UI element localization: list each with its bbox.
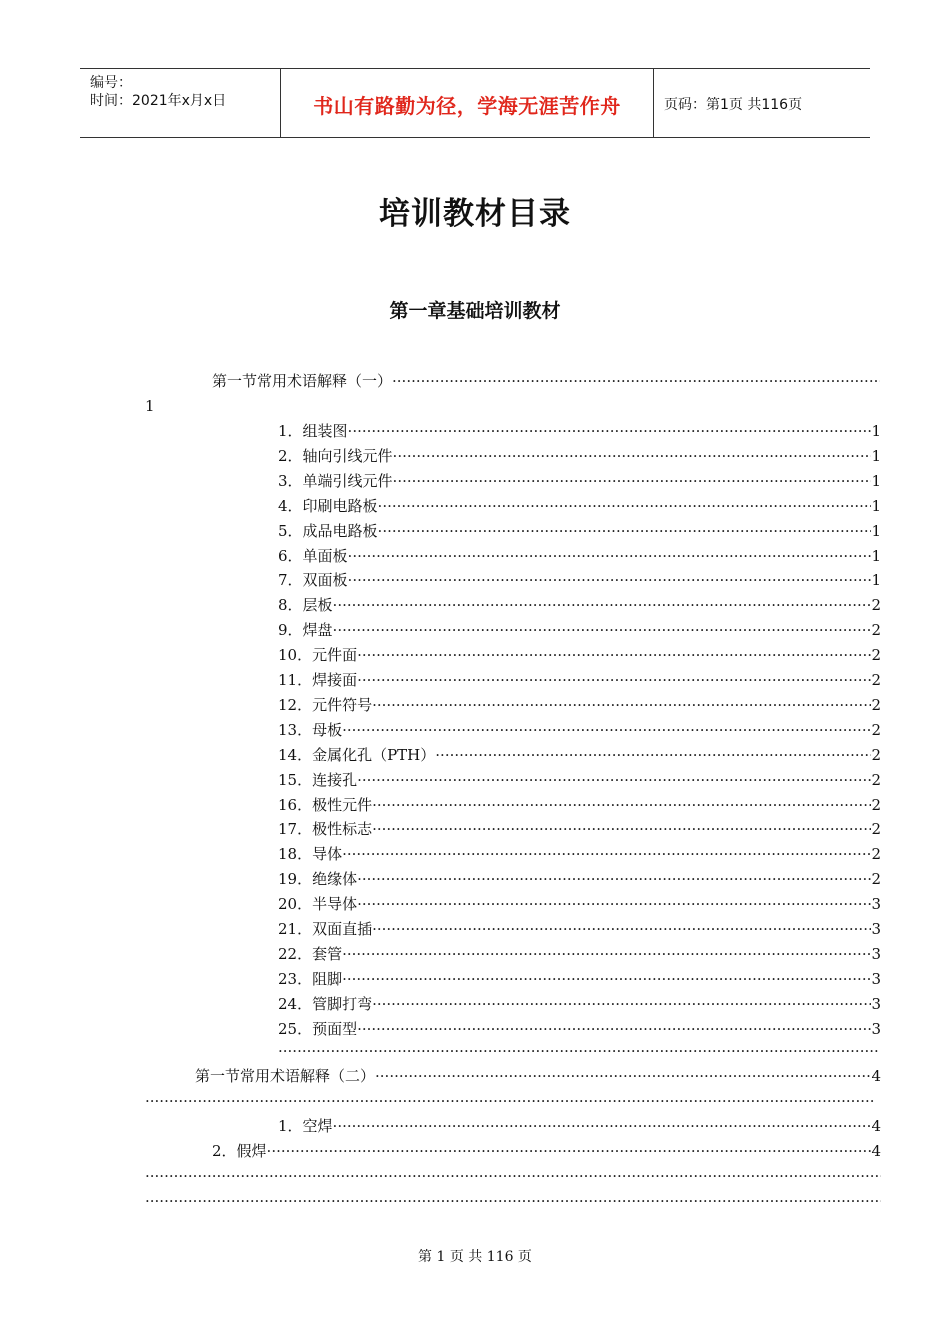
toc-item[interactable]: [278, 495, 881, 517]
toc-item[interactable]: [278, 843, 881, 865]
toc-page-number: 3: [871, 944, 881, 963]
toc-page-number: 2: [871, 845, 881, 864]
toc-page-number: 3: [871, 994, 881, 1013]
toc-item-label: 24．管脚打弯: [278, 994, 373, 1013]
toc-leader-dots: [342, 943, 871, 965]
page-footer: 第 1 页 共 116 页: [418, 1249, 532, 1265]
toc-item-label: 1．空焊: [278, 1117, 333, 1135]
toc-item[interactable]: [212, 1140, 881, 1162]
toc-leader-dots: [372, 694, 871, 716]
toc-item-label: 9．焊盘: [278, 621, 333, 640]
toc-page-number: 1: [871, 571, 881, 590]
toc-leader-dots: [392, 370, 880, 392]
toc-page-number: 2: [871, 671, 881, 689]
toc-page-number: 4: [871, 1142, 881, 1160]
toc-page-number: 1: [871, 422, 881, 440]
toc-page-number: 2: [871, 770, 881, 789]
toc-item[interactable]: [278, 794, 881, 816]
toc-leader-dots: [375, 1065, 871, 1087]
toc-leader-dots: [378, 495, 872, 517]
toc-item-label: 6．单面板: [278, 546, 348, 565]
toc-page-number: 2: [871, 870, 881, 889]
toc-item-label: 4．印刷电路板: [278, 496, 378, 515]
toc-leader-dots: [378, 520, 872, 542]
toc-leader-dots: [348, 569, 872, 591]
toc-section-1[interactable]: [212, 370, 880, 392]
toc-item[interactable]: [278, 1018, 881, 1040]
toc-item[interactable]: [278, 569, 881, 591]
toc-page-number: 3: [871, 969, 881, 988]
toc-item[interactable]: [278, 669, 881, 691]
toc-page-number: 1: [871, 521, 881, 540]
toc-leader-dots: [357, 669, 871, 691]
toc-leader-dots: [333, 619, 872, 641]
toc-leader-dots: [372, 993, 871, 1015]
toc-item[interactable]: [278, 694, 881, 716]
toc-item[interactable]: [278, 594, 881, 616]
toc-page-number: 4: [871, 1067, 881, 1085]
toc-page-number: 2: [871, 621, 881, 640]
toc-leader-dots: [333, 1115, 872, 1137]
toc-leader-dots: [145, 1165, 881, 1187]
toc-item[interactable]: [278, 1115, 881, 1137]
toc-leader-dots: [372, 818, 871, 840]
toc-section-label: 第一节常用术语解释（二）: [195, 1067, 376, 1085]
toc-page-number: 1: [871, 446, 881, 465]
toc-leader-dots: [348, 420, 872, 442]
header-table: [80, 68, 870, 138]
toc-leader-dots: [357, 893, 871, 915]
toc-item-label: 11．焊接面: [278, 671, 358, 689]
toc-item[interactable]: [278, 719, 881, 741]
toc-page-number: 1: [871, 471, 881, 490]
page-title: 培训教材目录: [379, 196, 571, 232]
toc-leader-dots: [145, 1090, 875, 1112]
toc-item-label: 13．母板: [278, 720, 343, 739]
toc-item-label: 8．层板: [278, 596, 333, 615]
motto: 书山有路勤为径，学海无涯苦作舟: [313, 94, 621, 118]
toc-page-number: 1: [871, 546, 881, 565]
toc-page-number: 2: [871, 745, 881, 764]
toc-item-label: 18．导体: [278, 845, 343, 864]
toc-section-2[interactable]: [195, 1065, 881, 1087]
toc-item-label: 2．轴向引线元件: [278, 446, 393, 465]
toc-leader-dots: [342, 968, 871, 990]
toc-item-label: 23．阻脚: [278, 969, 343, 988]
toc-section-label: 第一节常用术语解释（一）: [212, 372, 393, 390]
toc-item-label: 22．套管: [278, 944, 343, 963]
toc-item[interactable]: [278, 470, 881, 492]
toc-leader-dots: [393, 445, 872, 467]
toc-leader-dots: [393, 470, 872, 492]
header-info-cell: [80, 69, 281, 137]
toc-item[interactable]: [278, 893, 881, 915]
toc-section-page: 1: [145, 397, 155, 415]
toc-leader-dots: [348, 545, 872, 567]
toc-page-number: 2: [871, 795, 881, 814]
toc-item-label: 7．双面板: [278, 571, 348, 590]
toc-leader-dots: [357, 644, 871, 666]
toc-item-label: 16．极性元件: [278, 795, 373, 814]
toc-item-label: 2．假焊: [212, 1142, 267, 1160]
header-motto-cell: [281, 69, 654, 137]
toc-page-number: 2: [871, 820, 881, 839]
toc-page-number: 2: [871, 695, 881, 714]
toc-page-number: 3: [871, 920, 881, 938]
toc-item-label: 20．半导体: [278, 895, 358, 914]
toc-item-label: 12．元件符号: [278, 695, 373, 714]
toc-leader-dots: [372, 794, 871, 816]
time-label: 时间：2021年x月x日: [90, 93, 227, 109]
toc-page-number: 4: [871, 1117, 881, 1135]
toc-page-number: 3: [871, 1019, 881, 1038]
toc-leader-dots: [278, 1040, 880, 1062]
toc-item[interactable]: [278, 644, 881, 666]
chapter-heading: 第一章基础培训教材: [389, 300, 561, 322]
toc-item[interactable]: [278, 968, 881, 990]
page-info: 页码：第1页 共116页: [664, 97, 803, 113]
toc-item-label: 15．连接孔: [278, 770, 358, 789]
toc-leader-dots: [435, 744, 871, 766]
toc-item-label: 5．成品电路板: [278, 521, 378, 540]
toc-item[interactable]: [278, 868, 881, 890]
toc-item[interactable]: [278, 993, 881, 1015]
number-label: 编号：: [90, 75, 132, 91]
toc-leader-dots: [357, 1018, 871, 1040]
header-page-cell: [654, 69, 870, 137]
toc-page-number: 2: [871, 720, 881, 739]
toc-item[interactable]: [278, 545, 881, 567]
toc-leader-dots: [357, 769, 871, 791]
toc-item-label: 3．单端引线元件: [278, 471, 393, 490]
toc-item-label: 10．元件面: [278, 646, 358, 665]
toc-leader-dots: [145, 1190, 881, 1212]
toc-item-label: 14．金属化孔（PTH）: [278, 745, 436, 764]
toc-page-number: 1: [871, 496, 881, 515]
toc-item[interactable]: [278, 918, 881, 940]
toc-page-number: 2: [871, 646, 881, 665]
toc-leader-dots: [267, 1140, 872, 1162]
toc-item-label: 19．绝缘体: [278, 870, 358, 889]
toc-page-number: 2: [871, 596, 881, 615]
toc-item[interactable]: [278, 520, 881, 542]
toc-leader-dots: [342, 843, 871, 865]
toc-leader-dots: [372, 918, 871, 940]
toc-item-label: 21．双面直插: [278, 920, 373, 938]
toc-page-number: 3: [871, 895, 881, 914]
toc-leader-dots: [333, 594, 872, 616]
toc-item[interactable]: [278, 619, 881, 641]
toc-item[interactable]: [278, 744, 881, 766]
toc-item[interactable]: [278, 420, 881, 442]
toc-item-label: 25．预面型: [278, 1019, 358, 1038]
toc-item[interactable]: [278, 818, 881, 840]
toc-item[interactable]: [278, 769, 881, 791]
toc-leader-dots: [342, 719, 871, 741]
toc-leader-dots: [357, 868, 871, 890]
toc-item[interactable]: [278, 943, 881, 965]
toc-item[interactable]: [278, 445, 881, 467]
toc-item-label: 17．极性标志: [278, 820, 373, 839]
toc-item-label: 1．组装图: [278, 422, 348, 440]
